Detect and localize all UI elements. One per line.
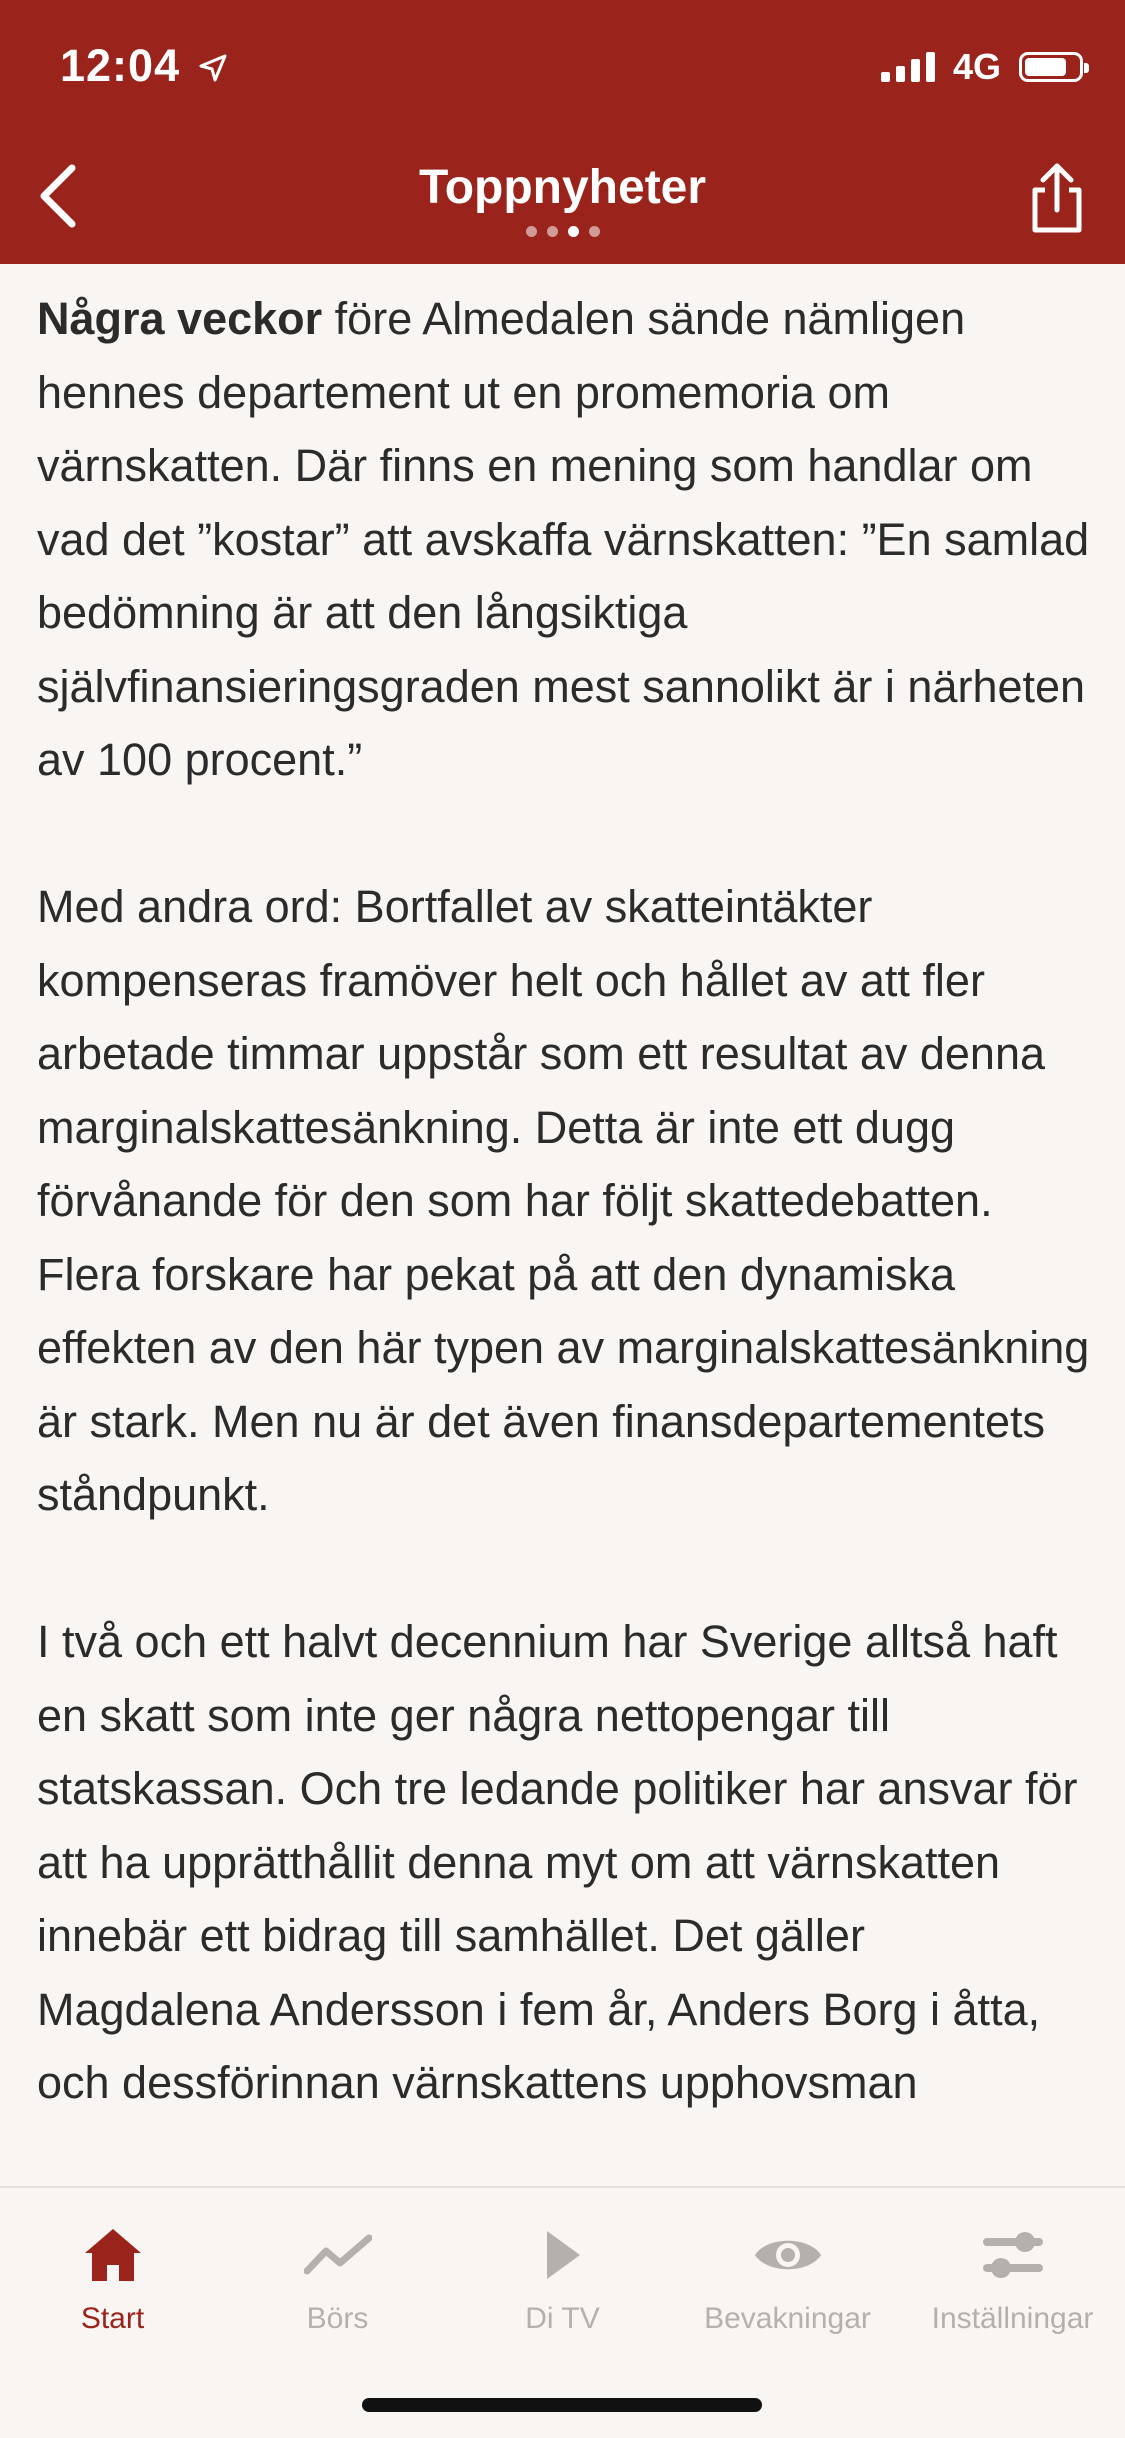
page-indicator-dots [0,226,1125,237]
share-icon[interactable] [1025,160,1089,236]
article-paragraph-1 [37,282,1097,797]
home-icon [83,2227,143,2283]
tab-bevakningar[interactable] [675,2218,900,2336]
lead-in-bold: Några veckor [37,293,323,344]
battery-icon [1019,52,1083,82]
sliders-icon [981,2228,1045,2282]
tab-label: Start [80,2302,145,2335]
tab-label: Inställningar [931,2302,1094,2335]
paragraph-text: före Almedalen sände nämligen hennes departement ut en promemoria om värnskatten. Där finns en mening som handlar om vad det ”kostar” att avskaffa värnskatten: ”En samlad bedömning är att den långsiktiga självfinansieringsgraden mest sannolikt är i närheten av 100 procent.” [37,293,1090,785]
article-body [37,282,1097,2193]
network-type: 4G [952,46,1001,87]
tab-bors[interactable] [225,2218,450,2336]
tab-start[interactable] [0,2218,225,2336]
home-indicator[interactable] [362,2398,762,2412]
play-icon [543,2228,583,2282]
page-dot [547,226,558,237]
article-paragraph-3: I två och ett halvt decennium har Sverige alltså haft en skatt som inte ger några nettopengar till statskassan. Och tre ledande politiker har ansvar för att ha upprätthållit denna myt om att värnskatten innebär ett bidrag till samhället. Det gäller Magdalena Andersson i fem år, Anders Borg i åtta, och dessförinnan värnskattens upphovsman [37,1616,1078,2108]
tab-label: Börs [306,2302,369,2335]
page-dot [526,226,537,237]
tab-label: Di TV [525,2302,600,2335]
page-dot-active [568,226,579,237]
app-header [0,0,1125,264]
article-paragraph-2: Med andra ord: Bortfallet av skatteintäkter kompenseras framöver helt och hållet av att fler arbetade timmar uppstår som ett resultat av denna marginalskattesänkning. Detta är inte ett dugg förvånande för den som har följt skattedebatten. Flera forskare har pekat på att den dynamiska effekten av den här typen av marginalskattesänkning är stark. Men nu är det även finansdepartementets ståndpunkt. [37,881,1090,1520]
tab-installningar[interactable] [900,2218,1125,2336]
tab-label: Bevakningar [704,2302,871,2335]
chart-line-icon [304,2233,372,2277]
page-title: Toppnyheter [418,161,707,214]
status-time [60,40,228,92]
tab-di-tv[interactable] [450,2218,675,2336]
signal-icon [881,52,935,82]
page-dot [589,226,600,237]
location-arrow-icon [198,53,228,83]
status-time-text: 12:04 [60,40,181,91]
eye-icon [753,2232,823,2278]
status-indicators [881,46,1083,88]
